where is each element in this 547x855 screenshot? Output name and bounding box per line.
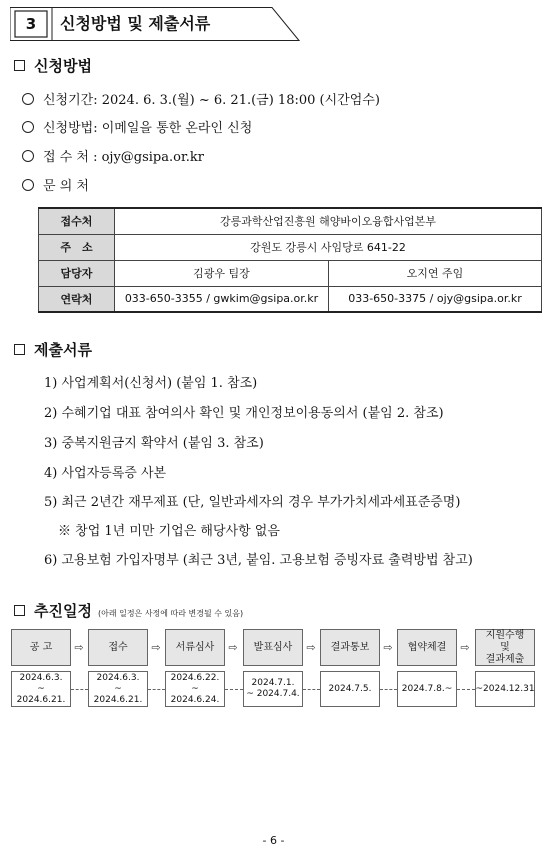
doc-item: 1) 사업계획서(신청서) (붙임 1. 참조) <box>44 376 258 391</box>
square-bullet-icon <box>14 60 25 71</box>
phone-1: 033-650-3355 / gwkim@gsipa.or.kr <box>115 286 329 312</box>
doc-item: 5) 최근 2년간 재무제표 (단, 일반과세자의 경우 부가가치세과세표준증명) <box>44 495 461 510</box>
address-label: 주 소 <box>39 234 115 260</box>
org-label: 접수처 <box>39 208 115 234</box>
page-number: - 6 - <box>262 834 285 847</box>
apply-item <box>22 92 380 110</box>
org-value: 강릉과학산업진흥원 해양바이오융합사업본부 <box>115 208 542 234</box>
address-value: 강원도 강릉시 사임당로 641-22 <box>115 234 542 260</box>
apply-contact-label: 문 의 처 <box>43 179 89 194</box>
table-row <box>39 208 542 234</box>
right-arrow-icon: ⇨ <box>151 641 161 654</box>
schedule-step-date: 2024.7.5. <box>320 671 380 707</box>
circle-bullet-icon <box>22 150 34 162</box>
apply-item <box>22 120 252 138</box>
apply-item <box>22 178 89 196</box>
apply-period: 신청기간: 2024. 6. 3.(월) ~ 6. 21.(금) 18:00 (시간엄수) <box>43 93 380 108</box>
schedule-note: (아래 일정은 사정에 따라 변경될 수 있음) <box>97 609 244 618</box>
timeline-connector <box>148 689 165 690</box>
schedule-step-date: 2024.6.22. ~ 2024.6.24. <box>165 671 225 707</box>
schedule-step-label: 발표심사 <box>243 629 303 666</box>
circle-bullet-icon <box>22 179 34 191</box>
doc-item: 2) 수혜기업 대표 참여의사 확인 및 개인정보이용동의서 (붙임 2. 참조) <box>44 406 444 421</box>
schedule-step-date: 2024.7.8.~ <box>397 671 457 707</box>
apply-method: 신청방법: 이메일을 통한 온라인 신청 <box>43 121 253 136</box>
schedule-step-label: 결과통보 <box>320 629 380 666</box>
docs-heading <box>14 340 92 360</box>
right-arrow-icon: ⇨ <box>74 641 84 654</box>
table-row <box>39 286 542 312</box>
schedule-step-date: ~2024.12.31 <box>475 671 535 707</box>
table-row <box>39 234 542 260</box>
right-arrow-icon: ⇨ <box>306 641 316 654</box>
schedule-step-label: 공 고 <box>11 629 71 666</box>
schedule-step-date: 2024.7.1. ~ 2024.7.4. <box>243 671 303 707</box>
timeline-connector <box>380 689 397 690</box>
schedule-step-date: 2024.6.3. ~ 2024.6.21. <box>11 671 71 707</box>
section-header <box>10 7 300 41</box>
timeline-connector <box>71 689 88 690</box>
phone-2: 033-650-3375 / ojy@gsipa.or.kr <box>329 286 542 312</box>
person-label: 담당자 <box>39 260 115 286</box>
circle-bullet-icon <box>22 93 34 105</box>
doc-note: ※ 창업 1년 미만 기업은 해당사항 없음 <box>58 524 280 539</box>
apply-email[interactable]: 접 수 처 : ojy@gsipa.or.kr <box>43 150 204 165</box>
table-row <box>39 260 542 286</box>
section-number: 3 <box>25 15 37 33</box>
square-bullet-icon <box>14 344 25 355</box>
doc-item: 4) 사업자등록증 사본 <box>44 466 167 481</box>
schedule-step-label: 지원수행 및 결과제출 <box>475 629 535 666</box>
schedule-heading <box>14 601 243 624</box>
schedule-heading-text: 추진일정 <box>34 602 92 620</box>
right-arrow-icon: ⇨ <box>228 641 238 654</box>
apply-heading <box>14 56 92 76</box>
right-arrow-icon: ⇨ <box>383 641 393 654</box>
contact-table <box>38 207 542 313</box>
right-arrow-icon: ⇨ <box>460 641 470 654</box>
doc-item: 3) 중복지원금지 확약서 (붙임 3. 참조) <box>44 436 264 451</box>
schedule-step-date: 2024.6.3. ~ 2024.6.21. <box>88 671 148 707</box>
apply-item <box>22 149 204 167</box>
phone-label: 연락처 <box>39 286 115 312</box>
doc-item: 6) 고용보험 가입자명부 (최근 3년, 붙임. 고용보험 증빙자료 출력방법 참고) <box>44 553 473 568</box>
schedule-step-label: 접수 <box>88 629 148 666</box>
docs-heading-text: 제출서류 <box>34 341 92 359</box>
schedule-step-label: 서류심사 <box>165 629 225 666</box>
section-title: 신청방법 및 제출서류 <box>60 14 211 33</box>
timeline-connector <box>225 689 243 690</box>
square-bullet-icon <box>14 605 25 616</box>
schedule-step-label: 협약체결 <box>397 629 457 666</box>
person-2: 오지연 주임 <box>329 260 542 286</box>
timeline-connector <box>303 689 320 690</box>
circle-bullet-icon <box>22 121 34 133</box>
timeline-connector <box>457 689 475 690</box>
person-1: 김광우 팀장 <box>115 260 329 286</box>
apply-heading-text: 신청방법 <box>34 57 92 75</box>
